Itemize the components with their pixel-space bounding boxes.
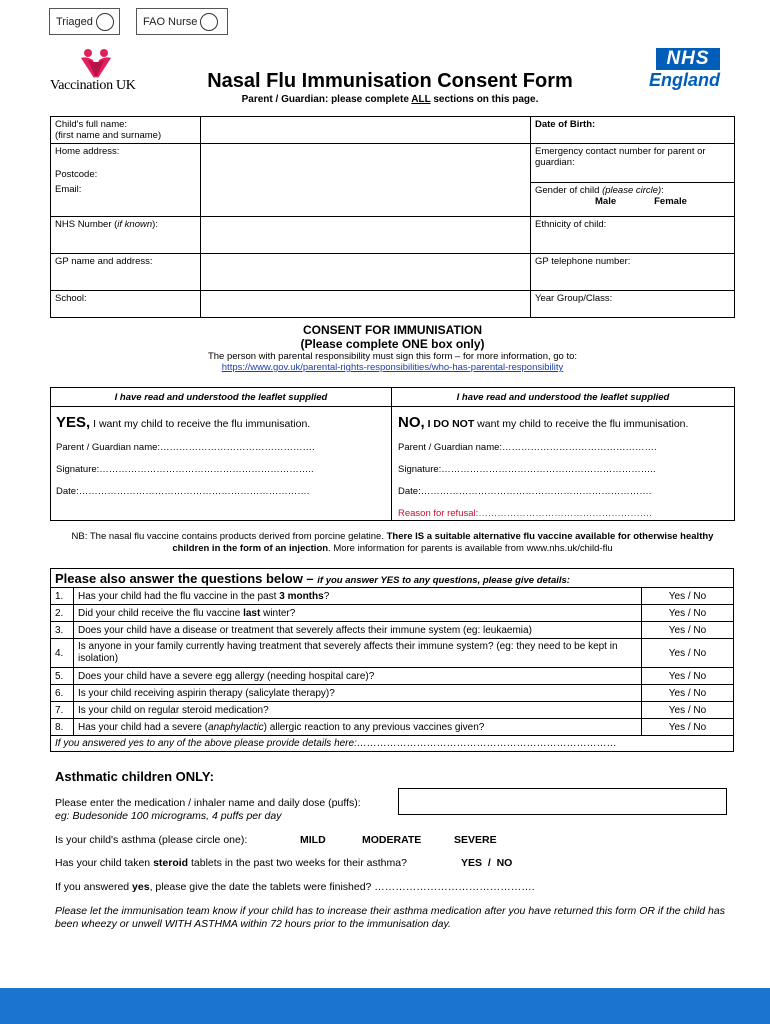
question-row-5 (51, 668, 734, 685)
child-name-label-cell (51, 117, 201, 144)
gender-colon: : (661, 184, 664, 196)
ethnicity-label: Ethnicity of child: (535, 218, 607, 230)
question-answer[interactable]: Yes / No (642, 719, 734, 736)
footer-bar (0, 988, 770, 1024)
question-number: 3. (51, 622, 74, 639)
emergency-contact-label: Emergency contact number for parent or guardian: (535, 146, 706, 168)
child-name-sublabel: (first name and surname) (55, 130, 162, 141)
emergency-contact-field[interactable] (531, 144, 735, 183)
question-text: Is your child receiving aspirin therapy (salicylate therapy)? (74, 685, 642, 702)
school-label: School: (55, 292, 87, 304)
leaflet-no-text: I have read and understood the leaflet supplied (456, 392, 670, 403)
asthma-severe-option[interactable]: SEVERE (454, 834, 497, 846)
steroid-pre: Has your child taken (55, 857, 154, 869)
asthma-medication-input[interactable] (398, 788, 727, 815)
nb-note (55, 531, 730, 555)
gp-name-field[interactable] (201, 253, 531, 290)
question-answer[interactable]: Yes / No (642, 622, 734, 639)
question-text: Is your child on regular steroid medication? (74, 702, 642, 719)
question-row-7 (51, 702, 734, 719)
q1-post: ? (323, 590, 330, 602)
no-text: want my child to receive the flu immunisation. (474, 418, 689, 430)
leaflet-yes-text: I have read and understood the leaflet supplied (114, 392, 328, 403)
consent-box (50, 387, 735, 521)
q2-bold: last (243, 607, 261, 619)
yes-parent-name-field[interactable]: Parent / Guardian name:…………………………………………. (56, 442, 315, 453)
nb-note-pre: NB: The nasal flu vaccine contains products derived from porcine gelatine. (71, 531, 387, 542)
question-number: 6. (51, 685, 74, 702)
finished-pre: If you answered (55, 881, 133, 893)
consent-divider (391, 388, 392, 520)
questions-heading: Please also answer the questions below – (55, 570, 318, 586)
questions-heading-note: if you answer YES to any questions, please give details: (317, 574, 570, 586)
question-number: 2. (51, 605, 74, 622)
england-text: England (649, 70, 720, 90)
asthma-mild-option[interactable]: MILD (300, 834, 326, 846)
question-number: 5. (51, 668, 74, 685)
gp-name-label-cell (51, 253, 201, 290)
steroid-answer[interactable]: YES / NO (461, 857, 513, 869)
subtitle-all: ALL (411, 94, 431, 105)
q2-post: winter? (260, 607, 296, 619)
gender-label (535, 185, 730, 196)
gender-male-option[interactable]: Male (595, 195, 617, 207)
gender-please-text: (please circle) (602, 184, 662, 196)
question-answer[interactable]: Yes / No (642, 588, 734, 605)
consent-subheading: (Please complete ONE box only) (300, 337, 485, 351)
question-number: 7. (51, 702, 74, 719)
nhs-logo-box: NHS (656, 48, 720, 70)
asthma-note: Please let the immunisation team know if your child has to increase their asthma medication after you have returned this form OR if the child has been wheezy or unwell WITH ASTHMA within 72 hours prior to the immunisation day. (55, 905, 725, 930)
question-row-8 (51, 719, 734, 736)
vaccination-uk-logo (50, 48, 142, 94)
consent-heading: CONSENT FOR IMMUNISATION (302, 323, 483, 337)
question-number: 1. (51, 588, 74, 605)
email-label: Email: (55, 184, 82, 195)
child-name-label: Child's full name: (55, 119, 128, 130)
home-address-field[interactable] (201, 144, 531, 183)
page-subtitle (160, 94, 620, 105)
no-label: NO, (398, 414, 425, 431)
questions-table (50, 568, 734, 752)
fao-nurse-checkbox[interactable] (200, 13, 218, 31)
questions-heading-cell (51, 569, 734, 588)
nb-note-post: . More information for parents is available from www.nhs.uk/child-flu (328, 543, 613, 554)
yes-label: YES, (56, 414, 91, 431)
subtitle-pre: Parent / Guardian: please complete (241, 94, 412, 105)
gp-phone-label: GP telephone number: (535, 255, 631, 267)
year-group-label: Year Group/Class: (535, 292, 613, 304)
question-row-6 (51, 685, 734, 702)
q8-italic: anaphylactic (208, 721, 264, 733)
q1-pre: Has your child had the flu vaccine in the past (78, 590, 280, 602)
no-consent-option[interactable] (398, 414, 688, 431)
no-parent-name-field[interactable]: Parent / Guardian name:…………………………………………. (398, 442, 657, 453)
vaccination-uk-text: Vaccination UK (50, 78, 136, 93)
asthma-heading: Asthmatic children ONLY: (55, 769, 214, 784)
vaccination-uk-heart-icon (50, 48, 142, 80)
question-text: Does your child have a severe egg allergy (needing hospital care)? (74, 668, 642, 685)
consent-leaflet-rule (51, 406, 734, 407)
finished-post: , please give the date the tablets were finished? ………………………………………. (149, 881, 535, 893)
nhs-number-field[interactable] (201, 216, 531, 253)
year-group-field[interactable] (531, 290, 735, 317)
question-row-4 (51, 639, 734, 668)
gp-name-label: GP name and address: (55, 255, 153, 267)
no-date-field[interactable]: Date:………………………………………………………………. (398, 486, 652, 497)
consent-link-wrap (50, 362, 735, 373)
no-signature-field[interactable]: Signature:………………………………………………………….. (398, 464, 656, 475)
steroid-question (55, 857, 407, 869)
consent-info: The person with parental responsibility must sign this form – for more information, go to: (207, 351, 578, 362)
yes-date-field[interactable]: Date:………………………………………………………………. (56, 486, 310, 497)
school-field[interactable] (201, 290, 531, 317)
child-name-field[interactable] (201, 117, 531, 144)
refusal-reason-field[interactable]: Reason for refusal:………………………………………………. (398, 508, 652, 519)
school-label-cell (51, 290, 201, 317)
triaged-tag[interactable] (49, 8, 120, 35)
asthma-moderate-option[interactable]: MODERATE (362, 834, 422, 846)
no-bold-text: I DO NOT (424, 418, 475, 430)
q8-pre: Has your child had a severe ( (78, 721, 209, 733)
tablets-finished-question[interactable] (55, 881, 535, 893)
parental-responsibility-link[interactable]: https://www.gov.uk/parental-rights-responsibilities/who-has-parental-responsibility (221, 362, 564, 373)
question-text: Does your child have a disease or treatment that severely affects their immune system (eg: leukaemia) (74, 622, 642, 639)
subtitle-post: sections on this page. (430, 94, 539, 105)
nhs-england-logo (630, 48, 720, 92)
home-address-label: Home address: (55, 146, 120, 157)
question-answer[interactable]: Yes / No (642, 685, 734, 702)
dob-label: Date of Birth: (535, 119, 596, 130)
yes-signature-field[interactable]: Signature:………………………………………………………….. (56, 464, 314, 475)
question-text (74, 719, 642, 736)
question-number: 8. (51, 719, 74, 736)
question-number: 4. (51, 639, 74, 668)
question-row-3 (51, 622, 734, 639)
postcode-label: Postcode: (55, 169, 98, 180)
asthma-medication-example: eg: Budesonide 100 micrograms, 4 puffs per day (55, 810, 282, 822)
questions-details-field[interactable]: If you answered yes to any of the above please provide details here:…………………………………………………………………… (51, 736, 734, 752)
question-row-2 (51, 605, 734, 622)
gender-female-option[interactable]: Female (654, 195, 687, 207)
question-text (74, 588, 642, 605)
question-text (74, 605, 642, 622)
q1-bold: 3 months (279, 590, 324, 602)
steroid-post: tablets in the past two weeks for their asthma? (188, 857, 407, 869)
fao-nurse-tag[interactable] (136, 8, 228, 35)
nhs-number-label-cell (51, 216, 201, 253)
question-answer[interactable]: Yes / No (642, 668, 734, 685)
question-answer[interactable]: Yes / No (642, 605, 734, 622)
question-row-1 (51, 588, 734, 605)
asthma-severity-label: Is your child's asthma (please circle one): (55, 834, 248, 846)
question-text: Is anyone in your family currently having treatment that severely affects their immune system? (eg: they need to be kept in isolation) (74, 639, 642, 668)
q2-pre: Did your child receive the flu vaccine (78, 607, 244, 619)
child-details-table (50, 116, 735, 318)
steroid-bold: steroid (153, 857, 189, 869)
triaged-label: Triaged (56, 15, 93, 28)
gender-field[interactable] (531, 182, 735, 216)
nhs-number-post: ): (152, 218, 158, 230)
ethnicity-field[interactable] (531, 216, 735, 253)
dob-field[interactable] (531, 117, 735, 144)
email-field[interactable] (201, 182, 531, 216)
nhs-number-known: if known (117, 218, 153, 230)
email-label-cell (51, 182, 201, 216)
gender-label-text: Gender of child (535, 184, 603, 196)
gp-phone-field[interactable] (531, 253, 735, 290)
home-address-label-cell (51, 144, 201, 183)
yes-consent-option[interactable] (56, 414, 310, 431)
q8-post: ) allergic reaction to any previous vaccines given? (263, 721, 485, 733)
nhs-number-pre: NHS Number ( (55, 218, 118, 230)
question-answer[interactable]: Yes / No (642, 639, 734, 668)
yes-text: I want my child to receive the flu immunisation. (90, 418, 311, 430)
fao-nurse-label: FAO Nurse (143, 15, 198, 28)
nb-note-bold: There IS a suitable alternative flu vaccine available for otherwise healthy children in the form of an injection (172, 531, 714, 554)
asthma-medication-label: Please enter the medication / inhaler name and daily dose (puffs): (55, 797, 361, 809)
finished-bold: yes (132, 881, 150, 893)
question-answer[interactable]: Yes / No (642, 702, 734, 719)
triaged-checkbox[interactable] (96, 13, 114, 31)
page-title: Nasal Flu Immunisation Consent Form (207, 70, 573, 92)
